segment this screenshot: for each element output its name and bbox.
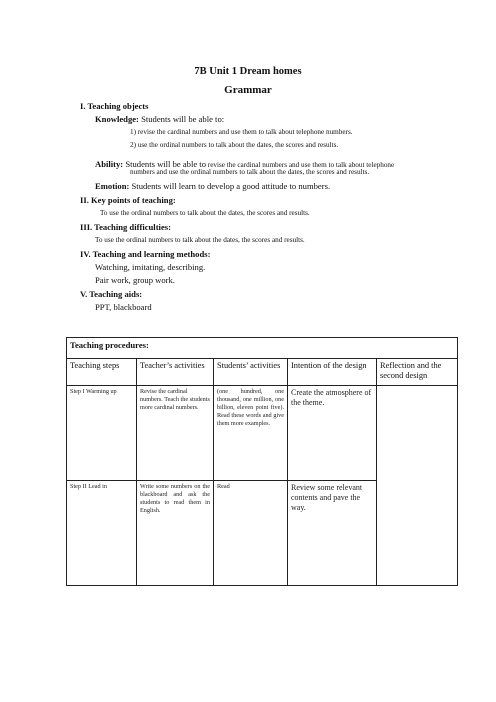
header-intention: Intention of the design [288,359,377,386]
header-reflection: Reflection and the second design [377,359,458,386]
heading-methods: IV. Teaching and learning methods: [80,249,211,259]
reflection-cell [377,386,458,586]
table-row [67,386,458,481]
key-points-text: To use the ordinal numbers to talk about the dates, the scores and results. [100,209,310,217]
objective-1: 1) revise the cardinal numbers and use them to talk about telephone numbers. [130,128,353,136]
teacher-activity-cell: Revise the cardinal numbers. Teach the students more cardinal numbers. [137,386,214,481]
student-activity-cell: Read [214,481,288,586]
intention-cell: Create the atmosphere of the theme. [288,386,377,481]
emotion-label: Emotion: [95,181,130,191]
heading-teaching-objects: I. Teaching objects [80,101,149,111]
heading-difficulties: III. Teaching difficulties: [80,222,171,232]
ability-text-2: revise the cardinal numbers and use them to talk about telephone [206,161,395,169]
ability-text-1: Students will be able to [123,159,206,169]
teaching-aids-text: PPT, blackboard [95,302,152,312]
procedures-title: Teaching procedures: [67,338,458,359]
difficulties-text: To use the ordinal numbers to talk about the dates, the scores and results. [95,236,305,244]
intention-cell: Review some relevant contents and pave the way. [288,481,377,586]
knowledge-text: Students will be able to: [138,114,225,124]
header-students-activities: Students’ activities [214,359,288,386]
step-cell: Step I Warming up [67,386,137,481]
document-subtitle: Grammar [224,84,272,96]
document-title: 7B Unit 1 Dream homes [194,66,302,77]
procedures-table [66,337,458,586]
header-teaching-steps: Teaching steps [67,359,137,386]
knowledge-line [95,114,224,124]
ability-line-2: numbers and use the ordinal numbers to talk about the dates, the scores and results. [130,168,370,176]
heading-teaching-aids: V. Teaching aids: [80,289,143,299]
emotion-text: Students will learn to develop a good attitude to numbers. [129,181,331,191]
ability-label: Ability: [95,159,124,169]
student-activity-cell: (one hundred, one thousand, one million, one billion, eleven point five). Read these words and give them more examples. [214,386,288,481]
heading-key-points: II. Key points of teaching: [80,195,176,205]
emotion-line [95,181,330,191]
methods-line-1: Watching, imitating, describing. [95,262,206,272]
objective-2: 2) use the ordinal numbers to talk about the dates, the scores and results. [130,141,339,149]
methods-line-2: Pair work, group work. [95,275,175,285]
header-teacher-activities: Teacher’s activities [137,359,214,386]
teacher-activity-cell: Write some numbers on the blackboard and ask the students to read them in English. [137,481,214,586]
table-header-row [67,359,458,386]
step-cell: Step II Lead in [67,481,137,586]
knowledge-label: Knowledge: [95,114,139,124]
